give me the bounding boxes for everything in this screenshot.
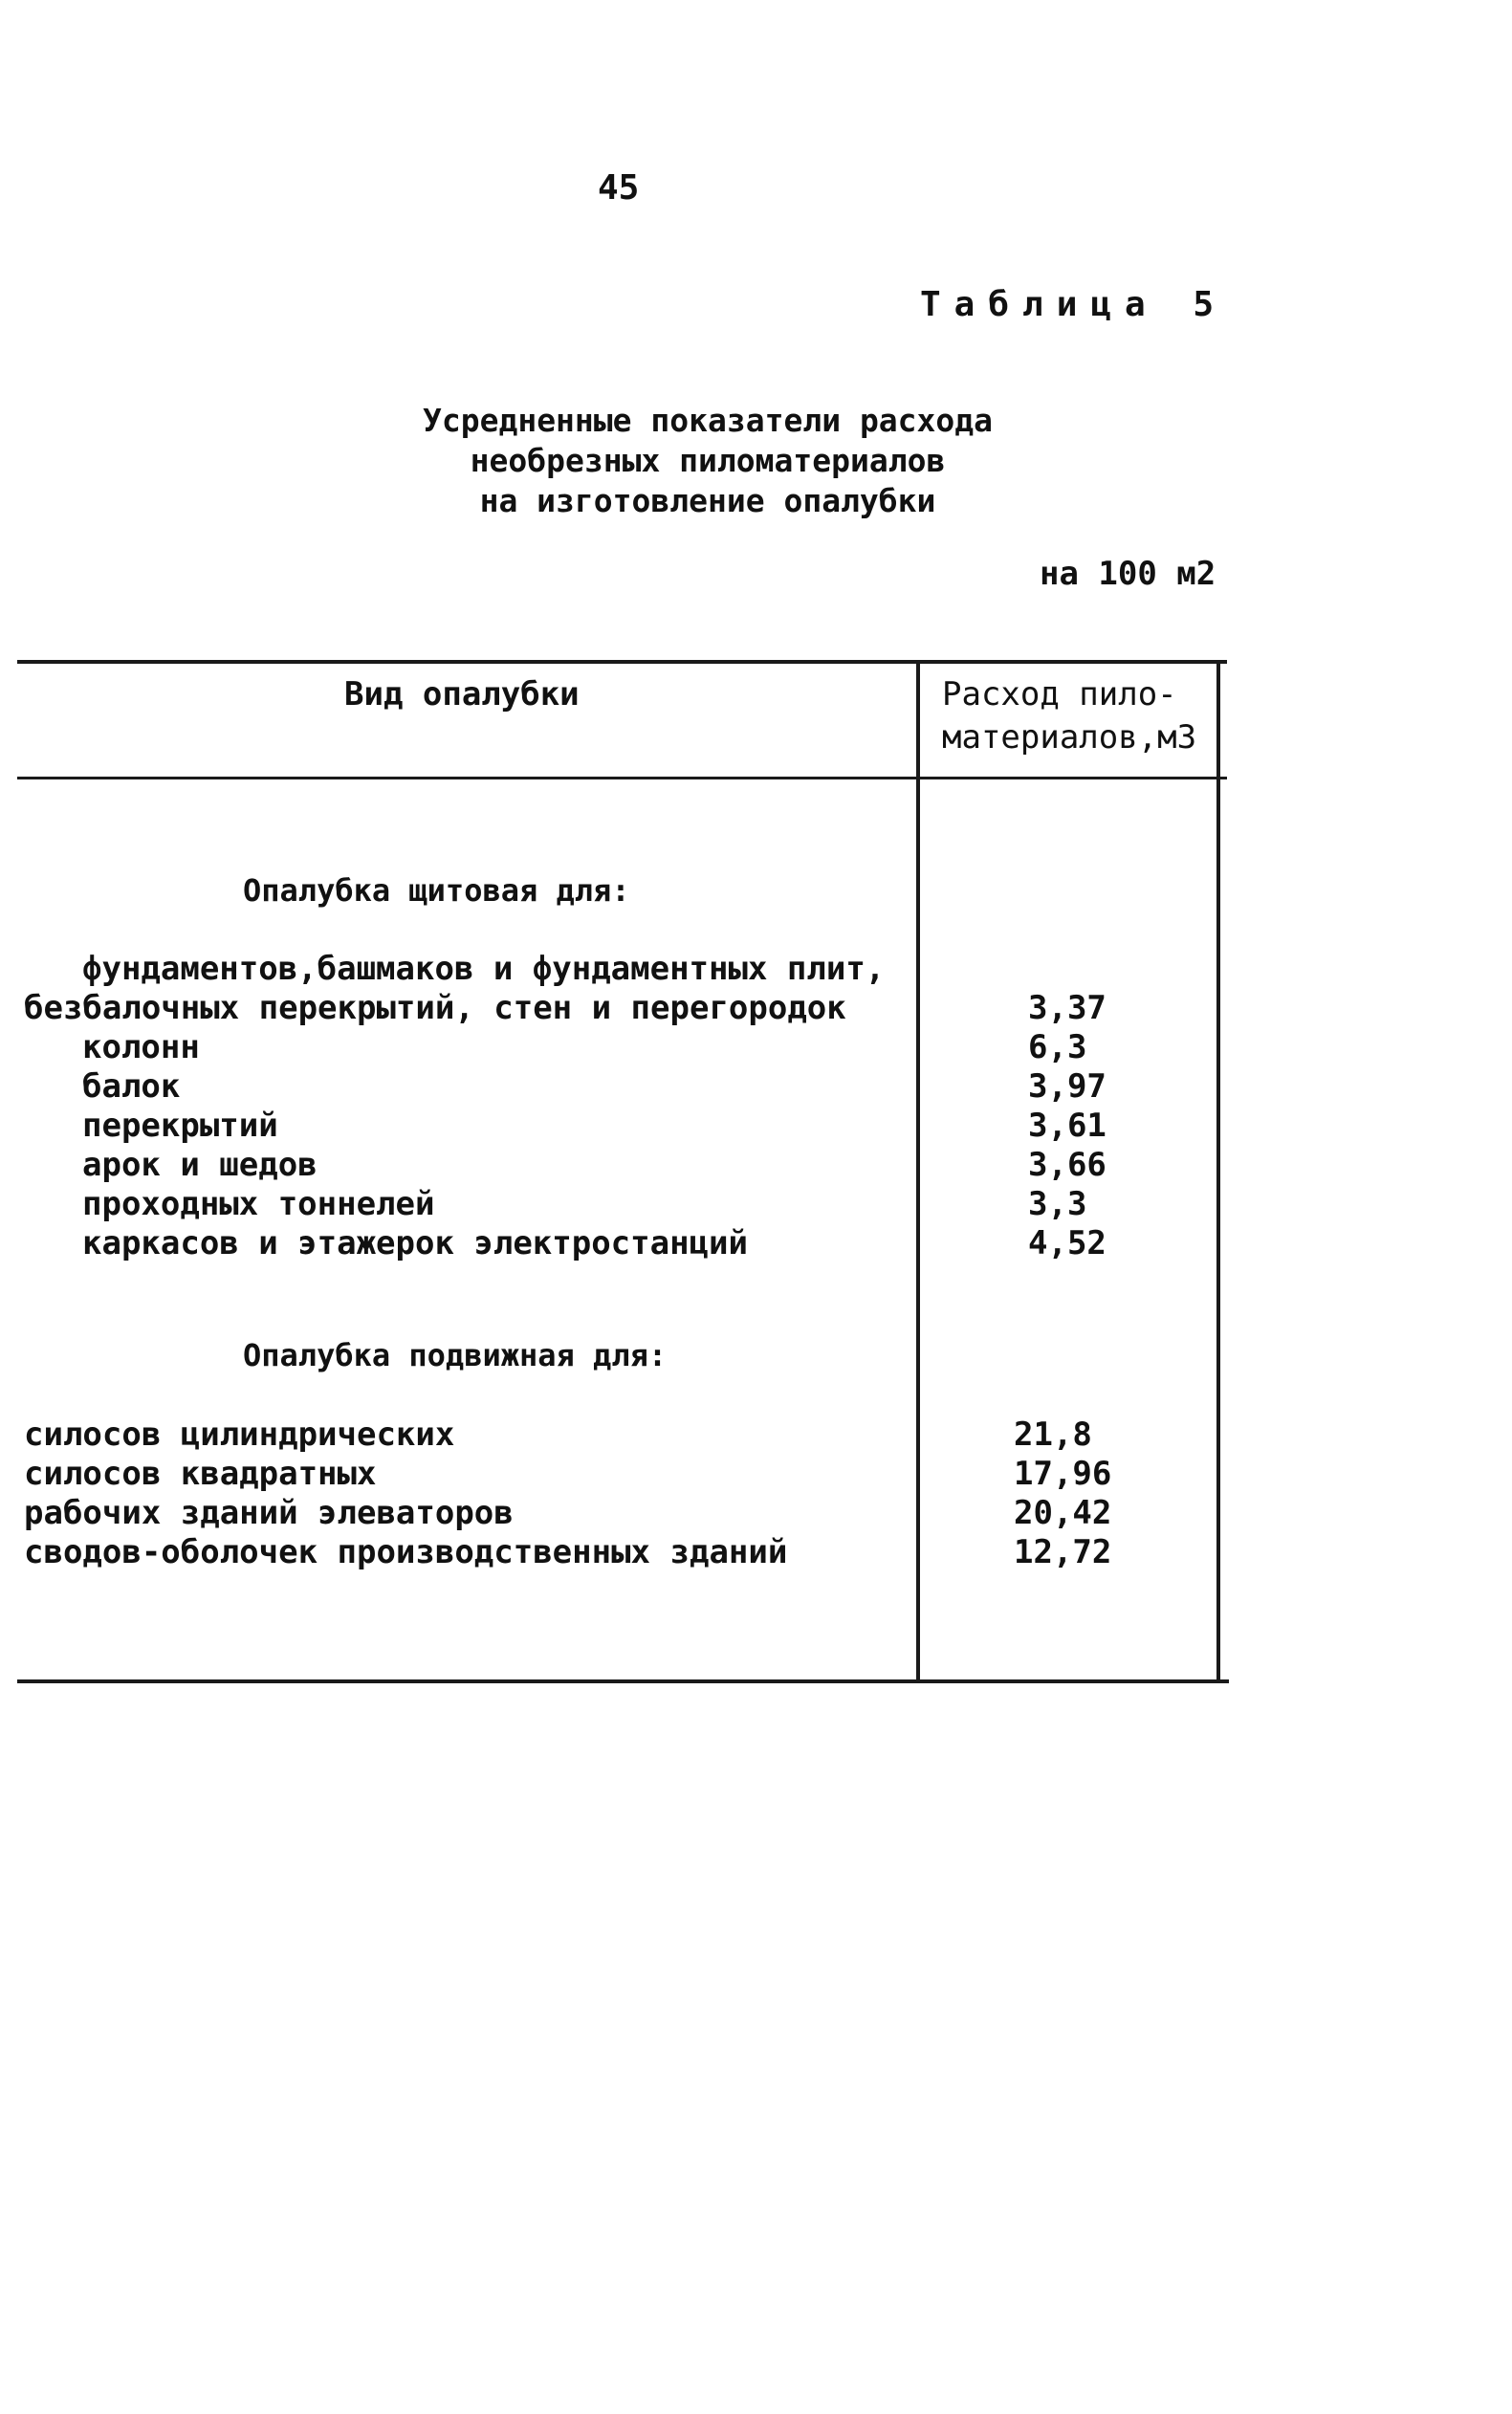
table-row-label: фундаментов,башмаков и фундаментных плит, bbox=[82, 950, 886, 988]
table-row-value: 6,3 bbox=[1028, 1028, 1087, 1066]
column-header-consumption-line-1: Расход пило- bbox=[942, 675, 1177, 713]
table-title-line-1: Усредненные показатели расхода bbox=[422, 402, 994, 439]
table-row-label: колонн bbox=[82, 1028, 200, 1066]
table-label: Таблица 5 bbox=[920, 285, 1228, 324]
page-number: 45 bbox=[598, 168, 640, 208]
table-row-value: 17,96 bbox=[1014, 1455, 1112, 1493]
section-title-panel-formwork: Опалубка щитовая для: bbox=[243, 872, 630, 909]
table-column-divider bbox=[916, 660, 920, 1683]
table-top-border bbox=[17, 660, 1227, 664]
table-row-label: силосов цилиндрических bbox=[24, 1415, 455, 1454]
table-row-label: безбалочных перекрытий, стен и перегородок bbox=[24, 989, 846, 1027]
table-row-value: 3,66 bbox=[1028, 1146, 1107, 1184]
table-row-value: 4,52 bbox=[1028, 1224, 1107, 1262]
unit-note: на 100 м2 bbox=[1040, 555, 1216, 593]
table-row-label: каркасов и этажерок электростанций bbox=[82, 1224, 748, 1262]
section-title-sliding-formwork: Опалубка подвижная для: bbox=[243, 1337, 668, 1373]
table-row-value: 3,3 bbox=[1028, 1185, 1087, 1223]
table-row-value: 12,72 bbox=[1014, 1533, 1112, 1571]
table-title-line-3: на изготовление опалубки bbox=[479, 482, 936, 519]
table-header-divider bbox=[17, 777, 1227, 779]
table-row-label: проходных тоннелей bbox=[82, 1185, 435, 1223]
table-row-value: 3,61 bbox=[1028, 1107, 1107, 1145]
table-title-line-2: необрезных пиломатериалов bbox=[470, 442, 946, 479]
column-header-consumption-line-2: материалов,м3 bbox=[942, 718, 1197, 757]
table-row-value: 3,37 bbox=[1028, 989, 1107, 1027]
table-row-label: арок и шедов bbox=[82, 1146, 318, 1184]
table-row-label: перекрытий bbox=[82, 1107, 278, 1145]
table-row-label: сводов-оболочек производственных зданий bbox=[24, 1533, 788, 1571]
table-row-value: 3,97 bbox=[1028, 1067, 1107, 1106]
table-row-label: балок bbox=[82, 1067, 181, 1106]
table-row-value: 20,42 bbox=[1014, 1494, 1112, 1532]
table-right-border bbox=[1216, 660, 1220, 1683]
table-row-label: рабочих зданий элеваторов bbox=[24, 1494, 514, 1532]
table-row-value: 21,8 bbox=[1014, 1415, 1092, 1454]
column-header-formwork-type: Вид опалубки bbox=[344, 675, 580, 713]
table-bottom-border bbox=[17, 1679, 1229, 1683]
table-row-label: силосов квадратных bbox=[24, 1455, 377, 1493]
